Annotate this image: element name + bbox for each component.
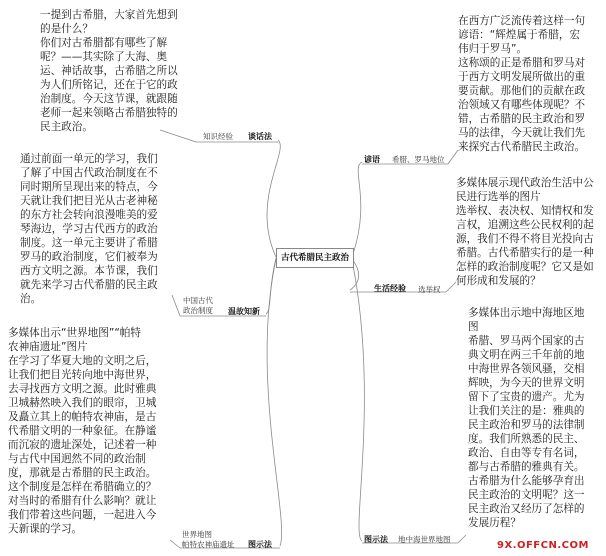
- note-line: 农神庙遗址”图片: [8, 341, 88, 353]
- note-line: 让我们把目光转向地中海世界，: [8, 369, 157, 381]
- note-line: 于西方文明发展所做出的重: [458, 71, 586, 83]
- note-line: 多媒体展示现代政治生活中公: [456, 177, 594, 189]
- note-line: 西方文明之源。本节课，我们: [20, 265, 158, 277]
- branch-tushi2-label: 图示法: [364, 535, 388, 544]
- branch-tushi-label: 图示法: [248, 540, 272, 549]
- note-line: 呢？——其实除了大海、奥: [40, 51, 168, 63]
- note-line: 的东方社会转向浪漫唯美的爱: [20, 209, 158, 221]
- note-tushi: [8, 326, 172, 536]
- note-line: 治领域又有哪些体现呢？不: [458, 99, 586, 111]
- note-line: 代希腊文明的一种象征。在静谧: [8, 425, 157, 437]
- sub-line: 中国古代: [183, 296, 213, 305]
- note-line: 制度。这一单元主要讲了希腊: [20, 237, 158, 249]
- branch-yanyu-sub: 希腊、罗马地位: [392, 155, 445, 164]
- note-line: 辉映，为今天的世界文明: [468, 377, 585, 389]
- note-line: 错，古希腊的民主政治和罗: [458, 113, 586, 125]
- note-tanhua: [40, 8, 190, 134]
- note-shenghuo: [456, 176, 604, 288]
- note-tushi2: [468, 306, 604, 530]
- note-line: 天就让我们把目光从古老神秘: [20, 195, 158, 207]
- note-line: 何形成和发展的？: [456, 275, 541, 287]
- note-line: 治制度。今天这节课，就跟随: [40, 93, 178, 105]
- center-topic: 古代希腊民主政治: [276, 248, 354, 268]
- note-line: 发展历程？: [468, 517, 521, 529]
- note-yanyu: [458, 14, 604, 154]
- note-line: 一提到古希腊，大家首先想到: [40, 9, 178, 21]
- sub-line: 世界地图: [182, 530, 212, 539]
- note-line: 民主政治。: [40, 121, 93, 133]
- note-line: 谚语：“辉煌属于希腊，宏: [458, 29, 581, 41]
- note-line: 言权，追溯这些公民权利的起: [456, 219, 594, 231]
- watermark: 9X.OFFCN.COM: [497, 540, 589, 551]
- note-line: 源，我们不得不将目光投向古: [456, 233, 594, 245]
- note-line: 来探究古代希腊民主政治。: [458, 141, 586, 153]
- note-line: 多媒体出示“世界地图”“帕特: [8, 327, 141, 339]
- note-line: 运、神话故事，古希腊之所以: [40, 65, 178, 77]
- note-line: 在西方广泛流传着这样一句: [458, 15, 586, 27]
- branch-shenghuo-label: 生活经验: [374, 284, 406, 293]
- note-line: 民进行选举的图片: [456, 191, 541, 203]
- note-line: 与古代中国迥然不同的政治制: [8, 453, 146, 465]
- note-line: 去寻找西方文明之源。此时雅典: [8, 383, 157, 395]
- note-line: 中海世界各领风骚，交相: [468, 363, 585, 375]
- note-line: 典文明在两三千年前的地: [468, 349, 585, 361]
- note-line: 就先来学习古代希腊的民主政: [20, 279, 158, 291]
- sub-line: 政治制度: [183, 306, 213, 315]
- note-line: 马的法律，今天就让我们先: [458, 127, 586, 139]
- branch-wengu-sub: [183, 296, 213, 316]
- note-line: 要贡献。那他们的贡献在政: [458, 85, 586, 97]
- note-line: 天新课的学习。: [8, 523, 83, 535]
- note-line: 为人们所铭记，还在于它的政: [40, 79, 178, 91]
- note-line: 在学习了华夏大地的文明之后，: [8, 355, 157, 367]
- note-line: 度，那就是古希腊的民主政治。: [8, 467, 157, 479]
- note-line: 让我们关注的是：雅典的: [468, 405, 585, 417]
- note-line: 通过前面一单元的学习，我们: [20, 153, 158, 165]
- note-line: 希腊。古代希腊实行的是一种: [456, 247, 594, 259]
- note-line: 怎样的政治制度呢？它又是如: [456, 261, 594, 273]
- branch-tanhua-label: 谈话法: [248, 132, 272, 141]
- note-line: 及矗立其上的帕特农神庙，是古: [8, 411, 157, 423]
- note-line: 度。我们所熟悉的民主、: [468, 433, 585, 445]
- note-line: 民主政治的文明呢？这一: [468, 489, 585, 501]
- note-line: 都与古希腊的雅典有关。: [468, 461, 585, 473]
- note-line: 这称颂的正是希腊和罗马对: [458, 57, 586, 69]
- note-line: 我们带着这些问题，一起进入今: [8, 509, 157, 521]
- branch-tushi2-sub: 地中海世界地图: [398, 535, 451, 544]
- note-line: 多媒体出示地中海地区地: [468, 307, 585, 319]
- note-line: 留下了宝贵的遗产。尤为: [468, 391, 585, 403]
- branch-tanhua-sub: 知识经验: [203, 132, 233, 141]
- note-line: 伟归于罗马”。: [458, 43, 528, 55]
- note-line: 治。: [20, 293, 42, 305]
- note-line: 罗马的政治制度，它们被奉为: [20, 251, 158, 263]
- note-line: 选举权、表决权、知情权和发: [456, 205, 594, 217]
- note-line: 卫城赫然映入我们的眼帘，卫城: [8, 397, 157, 409]
- note-line: 民主政治又经历了怎样的: [468, 503, 585, 515]
- branch-tushi-sub: [182, 530, 235, 550]
- note-line: 图: [468, 321, 479, 333]
- note-line: 琴海边，学习古代西方的政治: [20, 223, 158, 235]
- note-line: 的是什么？: [40, 23, 93, 35]
- note-line: 这个制度是怎样在希腊确立的？: [8, 481, 157, 493]
- note-line: 希腊、罗马两个国家的古: [468, 335, 585, 347]
- note-wengu: [20, 152, 178, 306]
- note-line: 了解了中国古代政治制度在不: [20, 167, 158, 179]
- sub-line: 帕特农神庙遗址: [182, 540, 235, 549]
- branch-wengu-label: 温故知新: [228, 307, 260, 316]
- note-line: 政治、自由等专有名词，: [468, 447, 585, 459]
- note-line: 你们对古希腊都有哪些了解: [40, 37, 168, 49]
- note-line: 同时期所呈现出来的特点，今: [20, 181, 158, 193]
- note-line: 古希腊为什么能够孕育出: [468, 475, 585, 487]
- note-line: 老师一起来领略古希腊独特的: [40, 107, 178, 119]
- note-line: 对当时的希腊有什么影响？就让: [8, 495, 157, 507]
- note-line: 而沉寂的遗址深处，记述着一种: [8, 439, 157, 451]
- branch-yanyu-label: 谚语: [364, 155, 380, 164]
- note-line: 民主政治和罗马的法律制: [468, 419, 585, 431]
- branch-shenghuo-sub: 选举权: [418, 285, 441, 294]
